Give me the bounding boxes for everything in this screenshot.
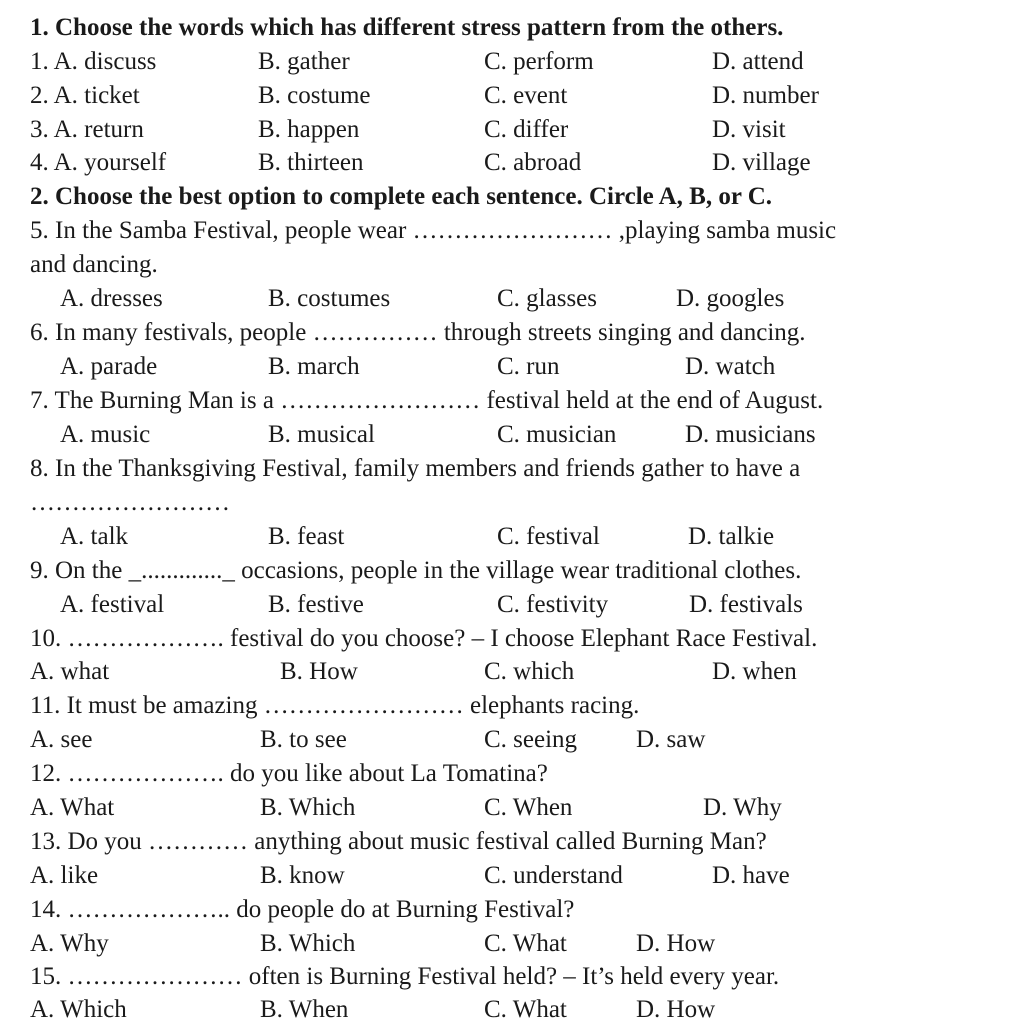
question-13-text: 13. Do you ………… anything about music festival called Burning Man?: [30, 828, 767, 855]
option-c: C. What: [484, 930, 567, 957]
option-b: B. How: [280, 658, 358, 685]
option-d: D. number: [712, 82, 819, 109]
question-9-text: 9. On the _............._ occasions, people in the village wear traditional clothes.: [30, 557, 802, 584]
option-d: D. attend: [712, 48, 804, 75]
option-b: B. Which: [260, 794, 356, 821]
option-c: C. festivity: [497, 591, 609, 618]
option-d: D. How: [636, 996, 716, 1023]
option-a: 4. A. yourself: [30, 149, 167, 176]
option-a: A. Which: [30, 996, 127, 1023]
question-10-text: 10. ………………. festival do you choose? – I choose Elephant Race Festival.: [30, 625, 818, 652]
option-a: A. What: [30, 794, 115, 821]
option-b: B. march: [268, 353, 360, 380]
option-c: C. festival: [497, 523, 600, 550]
option-c: C. abroad: [484, 149, 582, 176]
option-a: 1. A. discuss: [30, 48, 157, 75]
option-d: D. watch: [685, 353, 776, 380]
option-b: B. musical: [268, 421, 375, 448]
option-d: D. village: [712, 149, 811, 176]
option-c: C. which: [484, 658, 575, 685]
question-12-text: 12. ………………. do you like about La Tomatina?: [30, 760, 548, 787]
option-b: B. happen: [258, 116, 360, 143]
option-c: C. What: [484, 996, 567, 1023]
section-1-heading: 1. Choose the words which has different stress pattern from the others.: [30, 14, 784, 41]
option-a: A. dresses: [60, 285, 163, 312]
option-d: D. musicians: [685, 421, 816, 448]
option-a: A. like: [30, 862, 99, 889]
option-d: D. have: [712, 862, 790, 889]
option-d: D. googles: [676, 285, 785, 312]
option-a: A. festival: [60, 591, 165, 618]
option-b: B. Which: [260, 930, 356, 957]
option-b: B. feast: [268, 523, 345, 550]
section-2-heading: 2. Choose the best option to complete each sentence. Circle A, B, or C.: [30, 183, 773, 210]
option-c: C. perform: [484, 48, 594, 75]
question-8-text: 8. In the Thanksgiving Festival, family members and friends gather to have a: [30, 455, 801, 482]
question-11-text: 11. It must be amazing …………………… elephants racing.: [30, 692, 640, 719]
option-c: C. seeing: [484, 726, 578, 753]
option-b: B. costume: [258, 82, 371, 109]
option-c: C. event: [484, 82, 568, 109]
option-c: C. run: [497, 353, 560, 380]
option-a: A. see: [30, 726, 93, 753]
option-a: 2. A. ticket: [30, 82, 140, 109]
option-d: D. Why: [703, 794, 782, 821]
option-c: C. When: [484, 794, 573, 821]
question-6-text: 6. In many festivals, people …………… through streets singing and dancing.: [30, 319, 806, 346]
option-c: C. differ: [484, 116, 569, 143]
option-d: D. How: [636, 930, 716, 957]
option-d: D. visit: [712, 116, 786, 143]
option-a: A. what: [30, 658, 110, 685]
option-c: C. understand: [484, 862, 623, 889]
option-b: B. When: [260, 996, 349, 1023]
option-d: D. when: [712, 658, 797, 685]
option-d: D. saw: [636, 726, 706, 753]
question-7-text: 7. The Burning Man is a …………………… festival held at the end of August.: [30, 387, 824, 414]
option-b: B. costumes: [268, 285, 391, 312]
option-a: A. music: [60, 421, 151, 448]
option-d: D. festivals: [689, 591, 803, 618]
option-a: A. talk: [60, 523, 129, 550]
option-b: B. to see: [260, 726, 347, 753]
option-c: C. glasses: [497, 285, 597, 312]
option-a: A. parade: [60, 353, 158, 380]
question-14-text: 14. ……………….. do people do at Burning Festival?: [30, 896, 575, 923]
option-b: B. thirteen: [258, 149, 364, 176]
option-b: B. know: [260, 862, 345, 889]
option-c: C. musician: [497, 421, 617, 448]
option-b: B. festive: [268, 591, 364, 618]
question-5-text: 5. In the Samba Festival, people wear …………………… ,playing samba music: [30, 217, 837, 244]
question-5-text-cont: and dancing.: [30, 251, 158, 278]
question-8-blank: ……………………: [30, 489, 230, 516]
option-a: A. Why: [30, 930, 109, 957]
option-d: D. talkie: [688, 523, 775, 550]
option-a: 3. A. return: [30, 116, 144, 143]
question-15-text: 15. ………………… often is Burning Festival held? – It’s held every year.: [30, 963, 780, 990]
option-b: B. gather: [258, 48, 350, 75]
